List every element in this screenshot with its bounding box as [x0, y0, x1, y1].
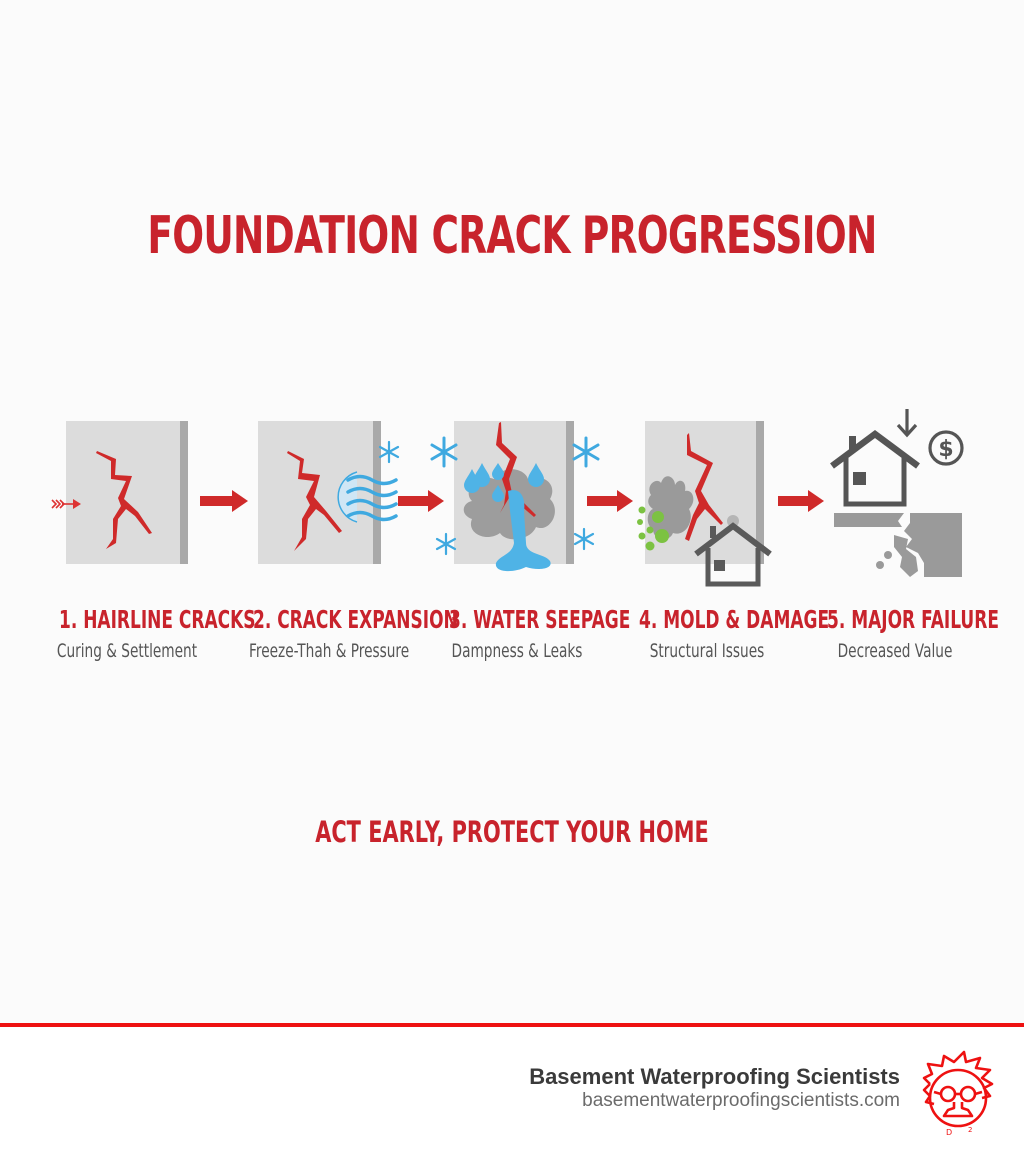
svg-text:D: D — [946, 1128, 953, 1136]
flow-arrow-icon — [200, 490, 248, 512]
small-arrow-icon — [50, 498, 82, 510]
flow-arrow-icon — [398, 490, 444, 512]
step-4-subtitle: Structural Issues — [649, 640, 765, 662]
house-icon — [692, 524, 774, 588]
scientist-logo-icon — [920, 1050, 996, 1136]
step-4-title: 4. MOLD & DAMAGE — [639, 605, 830, 634]
svg-text:2: 2 — [968, 1126, 973, 1134]
brand-name: Basement Waterproofing Scientists — [529, 1064, 900, 1089]
snowflake-icon — [378, 441, 400, 463]
tagline: ACT EARLY, PROTECT YOUR HOME — [315, 815, 709, 849]
step-1-illustration — [66, 421, 188, 564]
step-3-title: 3. WATER SEEPAGE — [449, 605, 631, 634]
step-3-subtitle: Dampness & Leaks — [451, 640, 583, 662]
crack-icon — [66, 421, 188, 564]
snowflake-icon — [573, 528, 595, 550]
house-icon — [829, 432, 921, 508]
flow-arrow-icon — [778, 490, 824, 512]
flow-arrow-icon — [587, 490, 633, 512]
snowflake-icon — [435, 533, 457, 555]
snowflake-icon — [428, 436, 460, 468]
svg-text:$: $ — [938, 437, 954, 462]
step-2-subtitle: Freeze-Thah & Pressure — [249, 640, 410, 662]
step-2-title: 2. CRACK EXPANSION — [253, 605, 458, 634]
page-title: FOUNDATION CRACK PROGRESSION — [147, 206, 877, 266]
dollar-coin-icon — [927, 429, 965, 467]
step-3-illustration — [454, 421, 574, 564]
water-seepage-icon — [454, 421, 574, 581]
step-1-subtitle: Curing & Settlement — [56, 640, 198, 662]
mold-spots-icon — [632, 506, 672, 552]
brand-url[interactable]: basementwaterproofingscientists.com — [582, 1090, 900, 1111]
step-5-subtitle: Decreased Value — [837, 640, 953, 662]
broken-foundation-icon — [834, 511, 966, 579]
step-5-title: 5. MAJOR FAILURE — [827, 605, 999, 634]
pressure-waves-icon — [345, 470, 405, 526]
snowflake-icon — [570, 436, 602, 468]
step-1-title: 1. HAIRLINE CRACKS — [59, 605, 256, 634]
